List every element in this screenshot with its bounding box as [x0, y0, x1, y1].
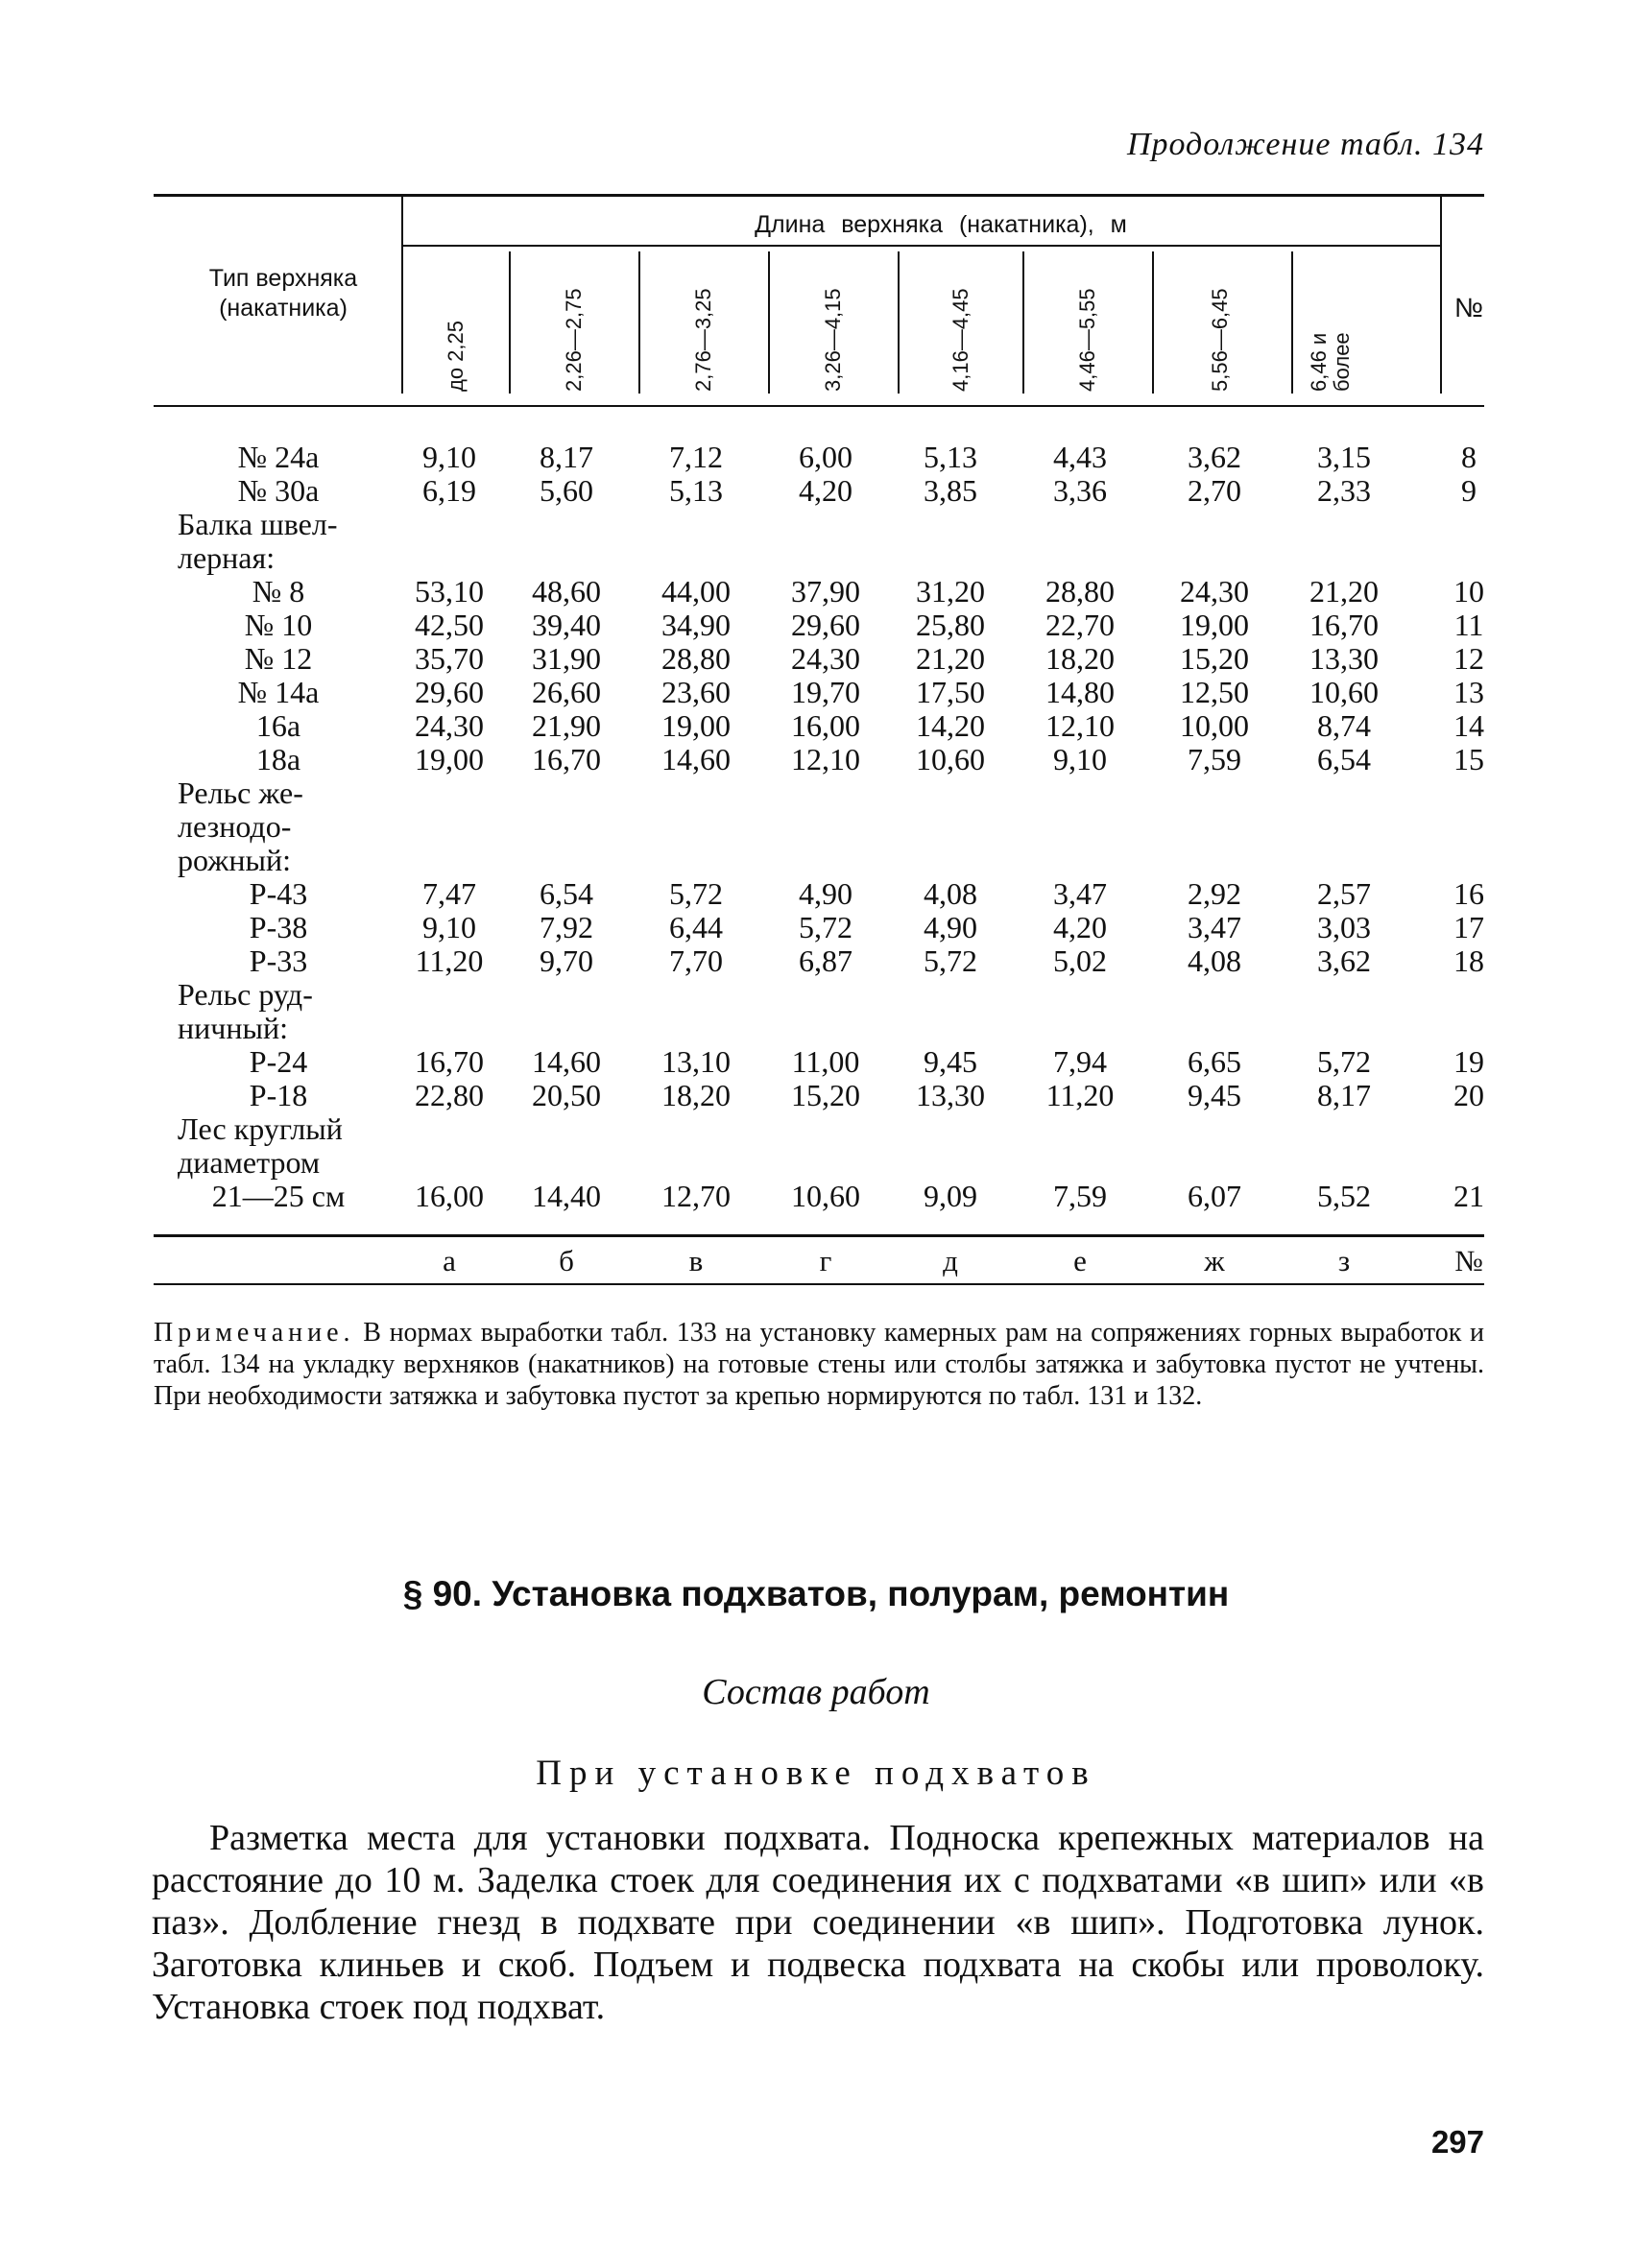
table-cell: 22,80	[415, 1078, 484, 1112]
table-cell: 8,17	[1317, 1078, 1371, 1112]
row-number: 11	[1453, 608, 1484, 642]
table-cell: 21,90	[532, 708, 601, 743]
header-vline-col	[509, 251, 511, 394]
table-cell: 20,50	[532, 1078, 601, 1112]
table-cell: 16,00	[415, 1179, 484, 1213]
row-label: 16а	[255, 708, 301, 743]
table-cell: 37,90	[791, 574, 860, 609]
table-cell: 13,10	[661, 1044, 731, 1079]
note-text: В нормах выработки табл. 133 на установку камерных рам на сопряжениях горных выработок и табл. 134 на укладку верхняков (накатников) на готовые стены или столбы затяжка и забутовка пустот не учтены. При необходимости затяжка и забутовка пустот за крепью нормируются по табл. 131 и 132.	[154, 1318, 1485, 1411]
row-number: 12	[1453, 641, 1484, 676]
table-cell: 42,50	[415, 608, 484, 642]
table-bottom-rule	[154, 1234, 1484, 1237]
table-cell: 4,20	[799, 473, 853, 508]
table-cell: 4,90	[924, 910, 977, 944]
header-bottom-rule	[154, 405, 1484, 407]
table-cell: 3,62	[1188, 440, 1241, 474]
table-cell: 14,60	[661, 742, 731, 776]
table-cell: 14,20	[916, 708, 985, 743]
table-cell: 7,59	[1188, 742, 1241, 776]
table-cell: 31,90	[532, 641, 601, 676]
table-cell: 14,80	[1045, 675, 1115, 709]
table-row	[0, 507, 1633, 541]
row-label: 21—25 см	[211, 1179, 346, 1213]
table-row	[0, 675, 1633, 709]
row-label: Р-24	[249, 1044, 308, 1079]
table-cell: 16,70	[1309, 608, 1379, 642]
row-number: 8	[1461, 440, 1477, 474]
footer-letter: д	[943, 1244, 958, 1277]
table-cell: 2,70	[1188, 473, 1241, 508]
table-row	[0, 1044, 1633, 1079]
table-cell: 3,85	[924, 473, 977, 508]
table-cell: 19,70	[791, 675, 860, 709]
table-cell: 14,60	[532, 1044, 601, 1079]
table-cell: 5,72	[799, 910, 853, 944]
row-label: Р-33	[249, 943, 308, 978]
table-cell: 7,94	[1053, 1044, 1107, 1079]
table-cell: 53,10	[415, 574, 484, 609]
table-row	[0, 742, 1633, 776]
table-cell: 5,02	[1053, 943, 1107, 978]
table-cell: 25,80	[916, 608, 985, 642]
table-cell: 6,54	[540, 876, 593, 911]
table-cell: 6,87	[799, 943, 853, 978]
table-cell: 11,00	[791, 1044, 860, 1079]
body-paragraph: Разметка места для установки подхвата. Подноска крепежных материалов на расстояние до 10 м. Заделка стоек для соединения их с подхватами «в шип» или «в паз». Долбление гнезд в подхвате при соединении «в шип». Подготовка лунок. Заготовка клиньев и скоб. Подъем и подвеска подхвата на скобы или проволоку. Установка стоек под подхват.	[152, 1818, 1484, 2027]
table-cell: 8,74	[1317, 708, 1371, 743]
row-label: Лес круглый	[178, 1111, 343, 1146]
footer-bottom-rule	[154, 1283, 1484, 1285]
table-row	[0, 440, 1633, 474]
row-label: Рельс же-	[178, 776, 303, 810]
table-cell: 23,60	[661, 675, 731, 709]
table-cell: 9,10	[422, 910, 476, 944]
table-cell: 26,60	[532, 675, 601, 709]
row-number: 16	[1453, 876, 1484, 911]
table-cell: 28,80	[1045, 574, 1115, 609]
table-cell: 6,54	[1317, 742, 1371, 776]
table-cell: 12,10	[791, 742, 860, 776]
table-cell: 24,30	[1180, 574, 1249, 609]
table-cell: 8,17	[540, 440, 593, 474]
table-row	[0, 608, 1633, 642]
table-cell: 12,50	[1180, 675, 1249, 709]
table-cell: 13,30	[1309, 641, 1379, 676]
table-cell: 6,00	[799, 440, 853, 474]
row-label: лерная:	[178, 540, 276, 575]
row-number: 18	[1453, 943, 1484, 978]
table-cell: 11,20	[415, 943, 484, 978]
table-cell: 29,60	[791, 608, 860, 642]
row-label: № 14а	[237, 675, 320, 709]
table-cell: 2,92	[1188, 876, 1241, 911]
row-number: 13	[1453, 675, 1484, 709]
table-cell: 4,20	[1053, 910, 1107, 944]
table-cell: 14,40	[532, 1179, 601, 1213]
row-number: 10	[1453, 574, 1484, 609]
header-vline-col	[768, 251, 770, 394]
header-vline-col	[898, 251, 900, 394]
row-label: № 12	[244, 641, 313, 676]
table-row	[0, 1179, 1633, 1213]
table-cell: 3,03	[1317, 910, 1371, 944]
table-cell: 48,60	[532, 574, 601, 609]
table-cell: 7,92	[540, 910, 593, 944]
header-vline-no	[1440, 197, 1442, 394]
table-cell: 10,60	[791, 1179, 860, 1213]
table-top-rule	[154, 194, 1484, 197]
table-cell: 9,45	[1188, 1078, 1241, 1112]
table-cell: 35,70	[415, 641, 484, 676]
table-row	[0, 809, 1633, 844]
row-number: 15	[1453, 742, 1484, 776]
table-cell: 5,13	[669, 473, 723, 508]
row-number: 20	[1453, 1078, 1484, 1112]
table-cell: 3,47	[1188, 910, 1241, 944]
table-row	[0, 1111, 1633, 1146]
table-cell: 9,10	[422, 440, 476, 474]
table-cell: 19,00	[1180, 608, 1249, 642]
section-subsubtitle: При установке подхватов	[536, 1754, 1096, 1793]
row-label: лезнодо-	[178, 809, 292, 844]
table-note	[154, 1317, 1484, 1412]
row-number: 14	[1453, 708, 1484, 743]
table-cell: 24,30	[415, 708, 484, 743]
table-cell: 12,10	[1045, 708, 1115, 743]
table-cell: 4,43	[1053, 440, 1107, 474]
footer-letter: ж	[1204, 1244, 1225, 1277]
table-cell: 7,70	[669, 943, 723, 978]
table-cell: 21,20	[1309, 574, 1379, 609]
table-cell: 29,60	[415, 675, 484, 709]
row-label: Рельс руд-	[178, 977, 313, 1012]
table-row	[0, 574, 1633, 609]
footer-letter: е	[1073, 1244, 1087, 1277]
table-row	[0, 641, 1633, 676]
table-cell: 6,07	[1188, 1179, 1241, 1213]
table-cell: 6,19	[422, 473, 476, 508]
table-cell: 3,47	[1053, 876, 1107, 911]
table-cell: 16,00	[791, 708, 860, 743]
table-cell: 5,72	[924, 943, 977, 978]
table-cell: 2,57	[1317, 876, 1371, 911]
table-cell: 5,60	[540, 473, 593, 508]
row-label: Р-38	[249, 910, 308, 944]
row-number: 21	[1453, 1179, 1484, 1213]
section-title: § 90. Установка подхватов, полурам, ремонтин	[402, 1574, 1230, 1613]
row-label: № 10	[244, 608, 313, 642]
table-cell: 24,30	[791, 641, 860, 676]
row-label: № 8	[252, 574, 305, 609]
table-cell: 19,00	[661, 708, 731, 743]
table-cell: 28,80	[661, 641, 731, 676]
table-cell: 34,90	[661, 608, 731, 642]
table-cell: 3,15	[1317, 440, 1371, 474]
table-cell: 7,59	[1053, 1179, 1107, 1213]
table-cell: 16,70	[532, 742, 601, 776]
row-number: 19	[1453, 1044, 1484, 1079]
row-label: диаметром	[178, 1145, 321, 1180]
row-label: № 30а	[237, 473, 320, 508]
footer-letter: б	[559, 1244, 574, 1277]
table-cell: 5,72	[1317, 1044, 1371, 1079]
table-cell: 5,52	[1317, 1179, 1371, 1213]
table-continuation-caption: Продолжение табл. 134	[1126, 127, 1484, 162]
table-cell: 19,00	[415, 742, 484, 776]
table-cell: 7,12	[669, 440, 723, 474]
table-row	[0, 943, 1633, 978]
table-cell: 4,08	[924, 876, 977, 911]
row-label: рожный:	[178, 843, 291, 877]
row-label: ничный:	[178, 1011, 288, 1045]
table-row	[0, 776, 1633, 810]
table-cell: 2,33	[1317, 473, 1371, 508]
table-cell: 16,70	[415, 1044, 484, 1079]
row-number: 17	[1453, 910, 1484, 944]
table-cell: 10,00	[1180, 708, 1249, 743]
footer-number-symbol: №	[1454, 1244, 1483, 1277]
table-row	[0, 876, 1633, 911]
table-cell: 9,70	[540, 943, 593, 978]
table-cell: 18,20	[1045, 641, 1115, 676]
table-row	[0, 1078, 1633, 1112]
table-cell: 9,10	[1053, 742, 1107, 776]
table-cell: 10,60	[916, 742, 985, 776]
table-row	[0, 540, 1633, 575]
table-cell: 3,62	[1317, 943, 1371, 978]
section-subtitle: Состав работ	[702, 1672, 930, 1712]
header-vline-col	[1152, 251, 1154, 394]
table-cell: 15,20	[791, 1078, 860, 1112]
footer-letter: в	[688, 1244, 704, 1277]
table-cell: 10,60	[1309, 675, 1379, 709]
header-vline-col	[1022, 251, 1024, 394]
table-cell: 5,13	[924, 440, 977, 474]
table-cell: 11,20	[1045, 1078, 1115, 1112]
table-row	[0, 843, 1633, 877]
column-header-span: Длина верхняка (накатника), м	[755, 211, 1127, 238]
header-vline-type	[401, 197, 403, 394]
row-label: Р-43	[249, 876, 308, 911]
footer-letter: г	[819, 1244, 832, 1277]
table-cell: 21,20	[916, 641, 985, 676]
row-label: 18а	[255, 742, 301, 776]
table-cell: 22,70	[1045, 608, 1115, 642]
table-cell: 4,08	[1188, 943, 1241, 978]
table-cell: 12,70	[661, 1179, 731, 1213]
table-cell: 6,44	[669, 910, 723, 944]
table-cell: 44,00	[661, 574, 731, 609]
table-cell: 13,30	[916, 1078, 985, 1112]
row-label: № 24а	[237, 440, 320, 474]
table-cell: 31,20	[916, 574, 985, 609]
footer-letter: а	[443, 1244, 456, 1277]
table-cell: 9,45	[924, 1044, 977, 1079]
footer-letter: з	[1337, 1244, 1351, 1277]
table-row	[0, 708, 1633, 743]
row-label: Р-18	[249, 1078, 308, 1112]
table-cell: 18,20	[661, 1078, 731, 1112]
column-header-type: Тип верхняка (накатника)	[208, 265, 358, 322]
table-cell: 17,50	[916, 675, 985, 709]
note-label: Примечание.	[154, 1318, 355, 1348]
table-row	[0, 910, 1633, 944]
table-cell: 39,40	[532, 608, 601, 642]
page-number: 297	[1430, 2124, 1484, 2160]
table-row	[0, 977, 1633, 1012]
table-cell: 15,20	[1180, 641, 1249, 676]
table-cell: 4,90	[799, 876, 853, 911]
table-cell: 9,09	[924, 1179, 977, 1213]
header-vline-col	[1291, 251, 1293, 394]
table-cell: 6,65	[1188, 1044, 1241, 1079]
row-label: Балка швел-	[178, 507, 338, 541]
table-row	[0, 1145, 1633, 1180]
header-span-rule	[401, 245, 1440, 247]
column-header-number: №	[1453, 293, 1484, 322]
table-row	[0, 473, 1633, 508]
table-cell: 7,47	[422, 876, 476, 911]
table-cell: 3,36	[1053, 473, 1107, 508]
table-row	[0, 1011, 1633, 1045]
table-cell: 5,72	[669, 876, 723, 911]
header-vline-col	[638, 251, 640, 394]
row-number: 9	[1461, 473, 1477, 508]
